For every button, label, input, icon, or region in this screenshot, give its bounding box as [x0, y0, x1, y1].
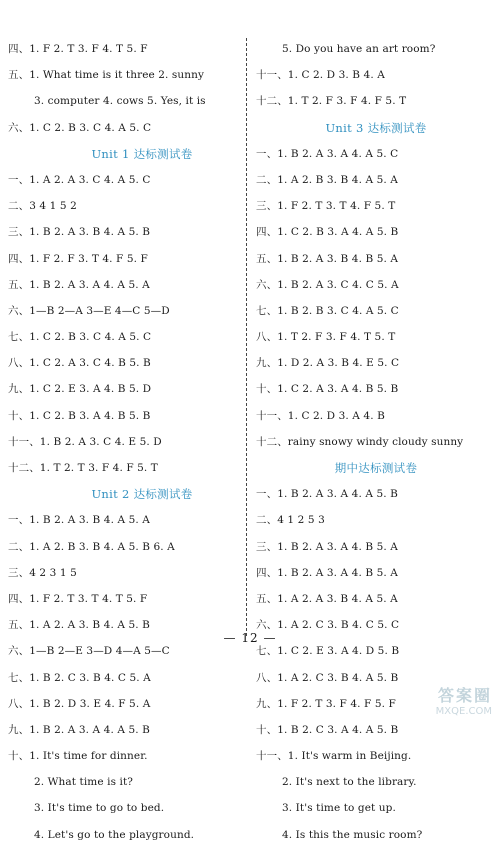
- answer-line: 2. It's next to the library.: [282, 776, 417, 789]
- answer-line: 三、4 2 3 1 5: [8, 566, 77, 579]
- answer-line: 十、1. C 2. B 3. A 4. B 5. B: [8, 409, 151, 422]
- answer-line: 七、1. B 2. C 3. B 4. C 5. A: [8, 671, 151, 684]
- watermark-site: MXQE.COM: [435, 706, 492, 717]
- answer-line: 十、1. C 2. A 3. A 4. B 5. B: [256, 383, 399, 396]
- answer-line: 六、1—B 2—A 3—E 4—C 5—D: [8, 304, 170, 317]
- answer-line: 八、1. C 2. A 3. C 4. B 5. B: [8, 357, 151, 370]
- answer-line: 六、1. A 2. C 3. B 4. C 5. C: [256, 619, 400, 632]
- answer-line: 3. computer 4. cows 5. Yes, it is: [34, 95, 206, 108]
- answer-line: 四、1. C 2. B 3. A 4. A 5. B: [256, 226, 399, 239]
- watermark: [436, 683, 492, 717]
- answer-line: 十、1. It's time for dinner.: [8, 750, 148, 763]
- answer-line: 四、1. F 2. T 3. F 4. T 5. F: [8, 43, 148, 55]
- answer-line: 五、1. A 2. A 3. B 4. A 5. A: [256, 592, 398, 605]
- answer-line: 十一、1. It's warm in Beijing.: [256, 750, 412, 763]
- answer-line: 二、4 1 2 5 3: [256, 514, 325, 527]
- answer-line: 九、1. F 2. T 3. F 4. F 5. F: [256, 697, 396, 710]
- answer-line: 八、1. A 2. C 3. B 4. A 5. B: [256, 671, 399, 684]
- section-heading: Unit 3 达标测试卷: [325, 120, 427, 135]
- answer-line: 六、1. C 2. B 3. C 4. A 5. C: [8, 121, 152, 134]
- answer-line: 九、1. C 2. E 3. A 4. B 5. D: [8, 383, 152, 396]
- answer-line: 七、1. B 2. B 3. C 4. A 5. C: [256, 304, 399, 317]
- answer-line: 十一、1. C 2. D 3. A 4. B: [256, 409, 385, 422]
- answer-line: 4. Is this the music room?: [282, 828, 423, 841]
- answer-line: 一、1. B 2. A 3. B 4. A 5. A: [8, 514, 150, 527]
- answer-line: 十一、1. C 2. D 3. B 4. A: [256, 69, 385, 82]
- answer-line: 八、1. T 2. F 3. F 4. T 5. T: [256, 331, 396, 344]
- answer-line: 十二、1. T 2. T 3. F 4. F 5. T: [8, 462, 158, 474]
- answer-line: 3. It's time to get up.: [282, 802, 396, 815]
- answer-line: 3. It's time to go to bed.: [34, 802, 165, 815]
- answer-line: 4. Let's go to the playground.: [34, 828, 195, 841]
- answer-line: 八、1. B 2. D 3. E 4. F 5. A: [8, 697, 151, 710]
- answer-line: 五、1. B 2. A 3. A 4. A 5. A: [8, 278, 150, 291]
- right-column: [256, 36, 496, 848]
- answer-line: 十二、1. T 2. F 3. F 4. F 5. T: [256, 95, 407, 108]
- answer-line: 三、1. F 2. T 3. T 4. F 5. T: [256, 200, 396, 213]
- answer-line: 一、1. B 2. A 3. A 4. A 5. B: [256, 488, 398, 501]
- watermark-logo: 答案圈: [437, 686, 492, 705]
- answer-line: 三、1. B 2. A 3. A 4. B 5. A: [256, 540, 398, 553]
- answer-line: 十、1. B 2. C 3. A 4. A 5. B: [256, 723, 399, 736]
- answer-line: 二、1. A 2. B 3. B 4. A 5. B 6. A: [8, 540, 175, 553]
- left-column: [8, 36, 236, 848]
- answer-line: 四、1. F 2. F 3. T 4. F 5. F: [8, 252, 148, 265]
- column-divider: [246, 38, 247, 636]
- answer-line: 六、1. B 2. A 3. C 4. C 5. A: [256, 278, 399, 291]
- answer-line: 2. What time is it?: [34, 776, 134, 789]
- section-heading: Unit 1 达标测试卷: [91, 146, 193, 161]
- answer-line: 一、1. A 2. A 3. C 4. A 5. C: [8, 173, 151, 186]
- answer-line: 五、1. B 2. A 3. B 4. B 5. A: [256, 252, 399, 265]
- section-heading: 期中达标测试卷: [334, 461, 418, 475]
- answer-line: 七、1. C 2. E 3. A 4. D 5. B: [256, 645, 400, 658]
- answer-line: 四、1. B 2. A 3. A 4. B 5. A: [256, 566, 398, 579]
- answer-line: 五、1. A 2. A 3. B 4. A 5. B: [8, 619, 150, 632]
- page-number: — 12 —: [223, 631, 277, 645]
- answer-line: 六、1—B 2—E 3—D 4—A 5—C: [8, 645, 170, 658]
- answer-line: 5. Do you have an art room?: [282, 43, 436, 55]
- answer-line: 十一、1. B 2. A 3. C 4. E 5. D: [8, 435, 162, 448]
- answer-line: 二、3 4 1 5 2: [8, 200, 77, 213]
- answer-line: 九、1. D 2. A 3. B 4. E 5. C: [256, 357, 400, 370]
- answer-line: 五、1. What time is it three 2. sunny: [8, 69, 205, 82]
- answer-line: 二、1. A 2. B 3. B 4. A 5. A: [256, 173, 398, 186]
- answer-line: 七、1. C 2. B 3. C 4. A 5. C: [8, 331, 152, 344]
- answer-line: 三、1. B 2. A 3. B 4. A 5. B: [8, 226, 151, 239]
- answer-line: 四、1. F 2. T 3. T 4. T 5. F: [8, 592, 148, 605]
- answer-line: 九、1. B 2. A 3. A 4. A 5. B: [8, 723, 150, 736]
- answer-line: 一、1. B 2. A 3. A 4. A 5. C: [256, 147, 399, 160]
- section-heading: Unit 2 达标测试卷: [91, 487, 193, 502]
- answer-line: 十二、rainy snowy windy cloudy sunny: [256, 435, 464, 448]
